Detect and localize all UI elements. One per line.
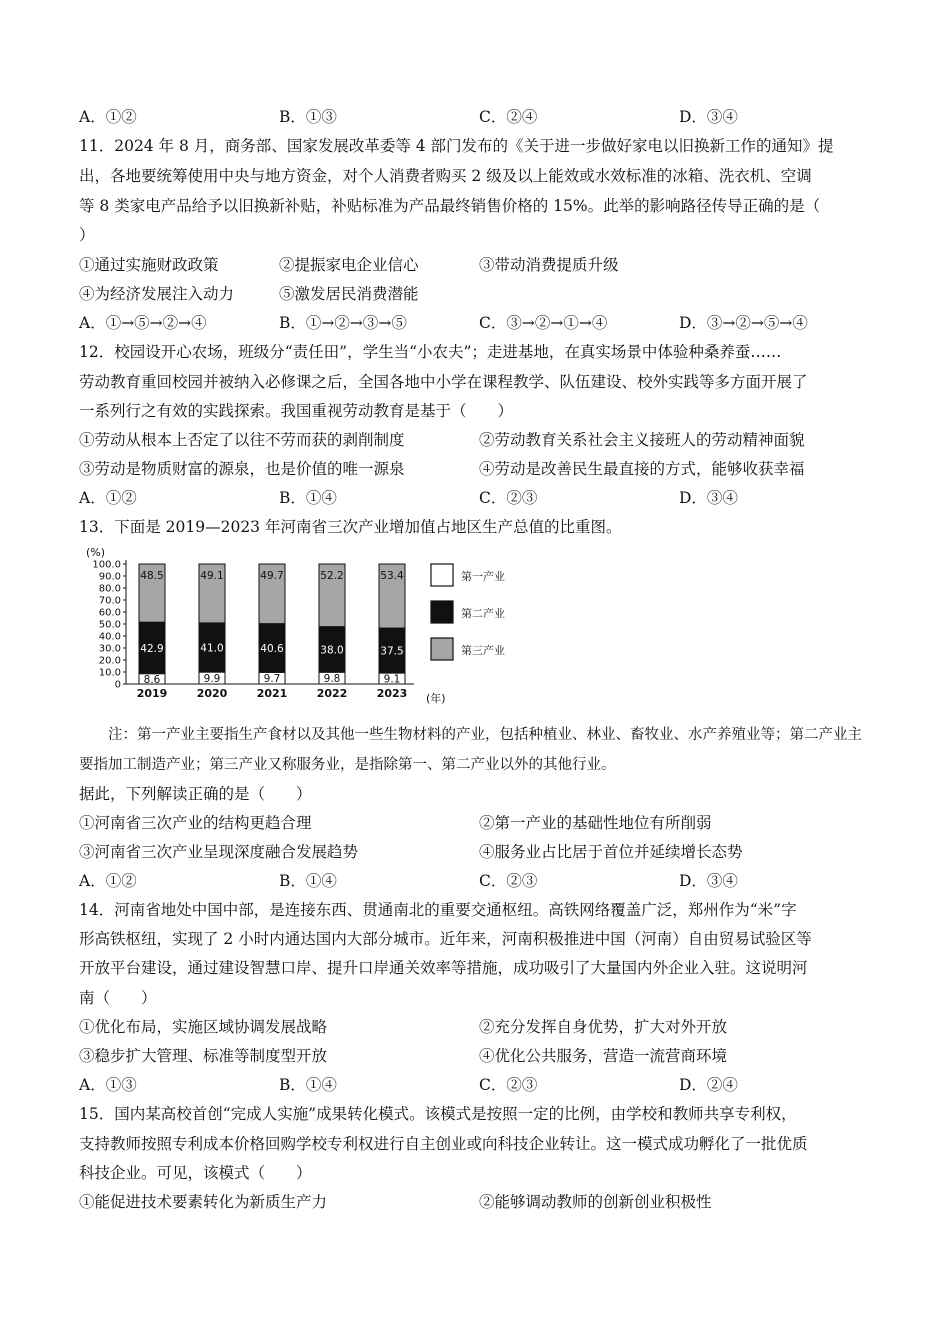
bars-group xyxy=(139,564,405,686)
y-tick-label: 80.0 xyxy=(98,583,121,595)
option-b[interactable]: B．①④ xyxy=(279,489,337,507)
y-tick-label: 50.0 xyxy=(98,619,121,631)
industry-share-chart xyxy=(84,544,524,706)
label-tertiary: 52.2 xyxy=(320,570,344,582)
q13-items-row xyxy=(79,813,879,833)
q14-stem-line: 形高铁枢纽，实现了 2 小时内通达国内大部分城市。近年来，河南积极推进中国（河南）自由贸易试验区等 xyxy=(79,930,812,948)
option-a[interactable]: A．①③ xyxy=(79,1076,137,1094)
label-secondary: 40.6 xyxy=(260,643,284,655)
y-tick-label: 70.0 xyxy=(98,595,121,607)
q15-stem-line: 科技企业。可见，该模式（ ） xyxy=(79,1164,312,1182)
x-tick-label: 2021 xyxy=(256,687,288,700)
option-d[interactable]: D．③④ xyxy=(679,872,738,890)
label-primary: 8.6 xyxy=(143,673,161,686)
label-tertiary: 53.4 xyxy=(380,570,404,582)
q11-item: ④为经济发展注入动力 xyxy=(79,285,235,303)
label-secondary: 37.5 xyxy=(380,645,404,658)
x-tick-label: 2023 xyxy=(376,687,408,700)
option-d[interactable]: D．③→②→⑤→④ xyxy=(679,314,808,332)
q11-stem-line: 出，各地要统筹使用中央与地方资金，对个人消费者购买 2 级及以上能效或水效标准的冰箱、洗衣机、空调 xyxy=(79,167,812,185)
q12-stem-line: 一系列行之有效的实践探索。我国重视劳动教育是基于（ ） xyxy=(79,402,514,420)
q15-item: ②能够调动教师的创新创业积极性 xyxy=(479,1193,712,1211)
legend-label-tertiary: 第三产业 xyxy=(461,644,505,657)
q12-items-row xyxy=(79,459,879,479)
label-secondary: 42.9 xyxy=(140,642,164,655)
q11-stem-line: 11．2024 年 8 月，商务部、国家发展改革委等 4 部门发布的《关于进一步做好家电以旧换新工作的通知》提 xyxy=(79,137,834,155)
q11-item: ③带动消费提质升级 xyxy=(479,256,619,274)
label-primary: 9.9 xyxy=(203,673,221,686)
legend-label-primary: 第一产业 xyxy=(461,570,505,583)
q13-stem: 13．下面是 2019—2023 年河南省三次产业增加值占地区生产总值的比重图。 xyxy=(79,518,622,536)
q14-stem-line: 14．河南省地处中国中部，是连接东西、贯通南北的重要交通枢纽。高铁网络覆盖广泛，郑州作为“米”字 xyxy=(79,901,797,919)
option-a[interactable]: A．①② xyxy=(79,872,137,890)
y-tick-label: 20.0 xyxy=(98,655,121,667)
q14-item: ④优化公共服务，营造一流营商环境 xyxy=(479,1047,728,1065)
q13-item: ③河南省三次产业呈现深度融合发展趋势 xyxy=(79,843,359,861)
q13-note: 注：第一产业主要指生产食材以及其他一些生物材料的产业，包括种植业、林业、畜牧业、水产养殖业等；第二产业主要指加工制造产业；第三产业又称服务业，是指除第一、第二产业以外的其他行业。 xyxy=(79,727,862,773)
q12-item: ②劳动教育关系社会主义接班人的劳动精神面貌 xyxy=(479,431,805,449)
option-a[interactable]: A．①② xyxy=(79,108,137,126)
option-d[interactable]: D．③④ xyxy=(679,489,738,507)
label-primary: 9.7 xyxy=(263,673,281,686)
q11-item: ⑤激发居民消费潜能 xyxy=(279,285,419,303)
q12-stem-line: 劳动教育重回校园并被纳入必修课之后，全国各地中小学在课程教学、队伍建设、校外实践等多方面开展了 xyxy=(79,373,808,391)
y-tick-label: 0 xyxy=(114,679,121,691)
q11-items-row xyxy=(79,284,879,304)
q14-stem-line: 开放平台建设，通过建设智慧口岸、提升口岸通关效率等措施，成功吸引了大量国内外企业入驻。这说明河 xyxy=(79,959,808,977)
q12-items-row xyxy=(79,430,879,450)
q15-item: ①能促进技术要素转化为新质生产力 xyxy=(79,1193,328,1211)
y-unit-label: (%) xyxy=(86,546,106,559)
option-b[interactable]: B．①③ xyxy=(279,108,337,126)
legend-swatch-tertiary xyxy=(431,638,453,660)
q12-item: ①劳动从根本上否定了以往不劳而获的剥削制度 xyxy=(79,431,405,449)
q15-stem-line: 支持教师按照专利成本价格回购学校专利权进行自主创业或向科技企业转让。这一模式成功孵化了一批优质 xyxy=(79,1135,808,1153)
option-c[interactable]: C．③→②→①→④ xyxy=(479,314,608,332)
q13-question: 据此，下列解读正确的是（ ） xyxy=(79,785,312,803)
option-d[interactable]: D．②④ xyxy=(679,1076,738,1094)
q12-stem-line: 12．校园设开心农场，班级分“责任田”，学生当“小农夫”；走进基地，在真实场景中体验种桑养蚕…… xyxy=(79,343,782,361)
option-c[interactable]: C．②③ xyxy=(479,872,538,890)
q15-items-row xyxy=(79,1192,879,1212)
q10-options xyxy=(79,107,879,127)
option-d[interactable]: D．③④ xyxy=(679,108,738,126)
option-a[interactable]: A．①② xyxy=(79,489,137,507)
y-tick-label: 40.0 xyxy=(98,631,121,643)
q13-item: ②第一产业的基础性地位有所削弱 xyxy=(479,814,712,832)
option-c[interactable]: C．②③ xyxy=(479,1076,538,1094)
option-a[interactable]: A．①→⑤→②→④ xyxy=(79,314,207,332)
option-b[interactable]: B．①→②→③→⑤ xyxy=(279,314,407,332)
q13-items-row xyxy=(79,842,879,862)
legend-swatch-secondary xyxy=(431,601,453,623)
q14-items-row xyxy=(79,1017,879,1037)
q14-items-row xyxy=(79,1046,879,1066)
y-axis xyxy=(92,560,126,691)
option-b[interactable]: B．①④ xyxy=(279,872,337,890)
q11-item: ①通过实施财政政策 xyxy=(79,256,219,274)
q11-items-row xyxy=(79,255,879,275)
legend xyxy=(431,564,505,660)
y-tick-label: 100.0 xyxy=(92,559,121,571)
q13-item: ①河南省三次产业的结构更趋合理 xyxy=(79,814,312,832)
x-unit-label: (年) xyxy=(426,692,446,705)
option-b[interactable]: B．①④ xyxy=(279,1076,337,1094)
q11-stem-line: 等 8 类家电产品给予以旧换新补贴，补贴标准为产品最终销售价格的 15%。此举的影响路径传导正确的是（ xyxy=(79,197,821,215)
q15-stem-line: 15．国内某高校首创“完成人实施”成果转化模式。该模式是按照一定的比例，由学校和教师共享专利权， xyxy=(79,1105,797,1123)
x-axis xyxy=(126,684,414,700)
y-tick-label: 30.0 xyxy=(98,643,121,655)
label-tertiary: 48.5 xyxy=(140,570,164,582)
q14-item: ①优化布局，实施区域协调发展战略 xyxy=(79,1018,328,1036)
y-tick-label: 90.0 xyxy=(98,571,121,583)
legend-label-secondary: 第二产业 xyxy=(461,607,505,620)
q12-options xyxy=(79,488,879,508)
q14-item: ③稳步扩大管理、标准等制度型开放 xyxy=(79,1047,328,1065)
q13-options xyxy=(79,871,879,891)
q11-item: ②提振家电企业信心 xyxy=(279,256,419,274)
y-tick-label: 60.0 xyxy=(98,607,121,619)
q12-item: ④劳动是改善民生最直接的方式，能够收获幸福 xyxy=(479,460,805,478)
label-primary: 9.8 xyxy=(323,673,341,686)
label-tertiary: 49.1 xyxy=(200,570,224,582)
option-c[interactable]: C．②③ xyxy=(479,489,538,507)
label-secondary: 41.0 xyxy=(200,642,224,655)
x-tick-label: 2022 xyxy=(316,687,348,700)
q14-stem-line: 南（ ） xyxy=(79,989,157,1007)
legend-swatch-primary xyxy=(431,564,453,586)
label-secondary: 38.0 xyxy=(320,644,344,657)
label-tertiary: 49.7 xyxy=(260,570,284,582)
x-tick-label: 2020 xyxy=(196,687,228,700)
label-primary: 9.1 xyxy=(383,673,401,686)
q12-item: ③劳动是物质财富的源泉，也是价值的唯一源泉 xyxy=(79,460,405,478)
q11-stem-line: ） xyxy=(79,226,95,244)
x-tick-label: 2019 xyxy=(136,687,168,700)
option-c[interactable]: C．②④ xyxy=(479,108,538,126)
q11-options xyxy=(79,313,879,333)
q14-item: ②充分发挥自身优势，扩大对外开放 xyxy=(479,1018,728,1036)
q13-item: ④服务业占比居于首位并延续增长态势 xyxy=(479,843,743,861)
q14-options xyxy=(79,1075,879,1095)
y-tick-label: 10.0 xyxy=(98,667,121,679)
